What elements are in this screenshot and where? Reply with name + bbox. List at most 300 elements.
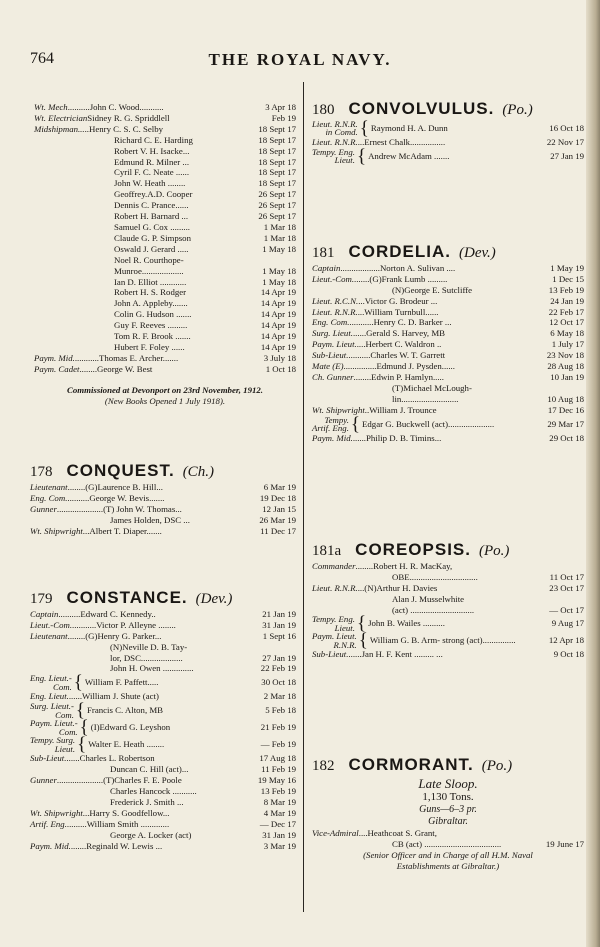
- officer-name: .......Reginald W. Lewis ...: [70, 840, 163, 851]
- ship-number: 179: [30, 591, 53, 607]
- officer-row: [312, 413, 584, 435]
- brace-mark: {: [358, 630, 368, 652]
- ship-conquest: [30, 461, 296, 536]
- officer-name: (N)George E. Sutcliffe: [392, 284, 473, 295]
- rank-label: Lieut.-Com.: [312, 273, 355, 284]
- officer-date: 23 Nov 18: [546, 350, 584, 361]
- rank-label-line: Lieut.: [334, 622, 355, 633]
- officer-date: — Dec 17: [259, 818, 296, 829]
- brace-mark: {: [350, 413, 361, 435]
- officer-row: [34, 309, 296, 320]
- rank-label-line: Paym. Lieut.: [312, 631, 357, 642]
- rank-label: Captain: [30, 608, 59, 619]
- ship-number: 181: [312, 245, 335, 261]
- officer-name: .........William Smith .............: [66, 818, 170, 829]
- officer-name: ......Gerald S. Harvey, MB: [352, 328, 446, 339]
- ship-name: CORDELIA.: [348, 242, 451, 261]
- officer-row: [312, 372, 584, 383]
- officer-row: [312, 613, 584, 635]
- officer-row: [34, 277, 296, 288]
- officer-row: [30, 482, 296, 493]
- officer-name: Edmund R. Milner ...: [114, 156, 190, 167]
- rank-label-line: Tempy. Eng.: [312, 146, 355, 157]
- rank-label: Lieut. R.N.R.: [312, 306, 358, 317]
- officer-date: 1 May 18: [262, 276, 296, 287]
- officer-row: [34, 200, 296, 211]
- ship-guns: Guns—6–3 pr.: [419, 803, 477, 815]
- officer-row: [312, 328, 584, 339]
- officer-date: 14 Apr 19: [260, 320, 296, 331]
- rank-label: Lieut.-Com.: [30, 619, 73, 630]
- officer-name: ........Edwin P. Hamlyn.....: [353, 371, 444, 382]
- officer-date: 10 Aug 18: [547, 393, 584, 404]
- officer-date: 22 Nov 17: [546, 136, 584, 147]
- officer-name: .....................(T)Charles F. E. Poole: [56, 775, 182, 786]
- rank-label-line: in Comd.: [325, 127, 358, 138]
- officer-row: [312, 383, 584, 394]
- ship-number: 180: [312, 102, 335, 118]
- officer-date: 14 Apr 19: [260, 287, 296, 298]
- officer-name: Frederick J. Smith ...: [110, 796, 184, 807]
- officer-row: [312, 828, 584, 839]
- rank-label-line: Tempy. Surg.: [30, 735, 76, 746]
- officer-date: 1 Mar 18: [263, 221, 296, 232]
- officer-date: 18 Sept 17: [258, 178, 296, 189]
- officer-row: [312, 296, 584, 307]
- officer-name: ...Harry S. Goodfellow...: [82, 807, 170, 818]
- officer-date: 26 Sept 17: [258, 211, 296, 222]
- officer-date: 19 Dec 18: [259, 492, 296, 503]
- officer-date: 13 Feb 19: [548, 284, 584, 295]
- officer-name: ...Ernest Chalk................: [357, 136, 446, 147]
- officer-name: Tom R. F. Brook .......: [114, 331, 191, 342]
- officer-row: [34, 211, 296, 222]
- rank-label: Eng. Com.: [312, 317, 350, 328]
- officer-row: [34, 364, 296, 375]
- officer-name: Alan J. Musselwhite: [392, 593, 465, 604]
- officer-date: 18 Sept 17: [258, 156, 296, 167]
- officer-date: 1 Mar 18: [263, 232, 296, 243]
- officer-list: [312, 117, 584, 167]
- officer-date: 14 Apr 19: [260, 298, 296, 309]
- ship-name: CONVOLVULUS.: [348, 99, 495, 118]
- officer-name: lin..........................: [392, 393, 459, 404]
- rank-label: [30, 736, 75, 753]
- rank-label: [312, 148, 355, 165]
- officer-row: [30, 717, 296, 739]
- officer-row: [34, 244, 296, 255]
- officer-row: [312, 145, 584, 167]
- officer-date: 19 June 17: [545, 838, 584, 849]
- rank-label: [312, 615, 355, 632]
- rank-label: [312, 416, 349, 433]
- officer-row: [30, 515, 296, 526]
- officer-name: John H. Owen ..............: [110, 663, 194, 674]
- rank-label-line: Com.: [55, 709, 74, 720]
- officer-name: James Holden, DSC ...: [110, 514, 190, 525]
- officer-row: [312, 350, 584, 361]
- officer-row: [30, 797, 296, 808]
- rank-label: Mate (E): [312, 361, 344, 372]
- rank-label-line: Surg. Lieut.-: [30, 701, 74, 712]
- rank-label: Paym. Mid.: [30, 840, 71, 851]
- officer-date: 31 Jan 19: [262, 619, 296, 630]
- officer-list: [30, 609, 296, 852]
- officer-row: [34, 342, 296, 353]
- rank-label: Eng. Lieut.: [30, 691, 69, 702]
- officer-name: (N)Neville D. B. Tay-: [110, 641, 188, 652]
- rank-label: [30, 719, 78, 736]
- officer-date: 5 Feb 18: [265, 705, 296, 716]
- officer-row: [34, 157, 296, 168]
- ship-number: 178: [30, 464, 53, 480]
- officer-row: [312, 394, 584, 405]
- ship-heading: [30, 461, 296, 480]
- rank-label: Paym. Mid.: [312, 432, 353, 443]
- officer-row: [312, 263, 584, 274]
- officer-date: 17 Aug 18: [259, 753, 296, 764]
- officer-date: 27 Jan 19: [550, 150, 584, 161]
- officer-name: Ian D. Elliot ............: [114, 276, 187, 287]
- rank-label: Wt. Electrician: [34, 112, 88, 123]
- officer-date: 21 Jan 19: [262, 608, 296, 619]
- officer-date: 1 Oct 18: [265, 363, 296, 374]
- ship-constance: [30, 588, 296, 851]
- page-title: THE ROYAL NAVY.: [208, 50, 392, 69]
- ship-port: (Dev.): [459, 245, 496, 261]
- officer-date: — Feb 19: [260, 739, 296, 750]
- officer-name: Oswald J. Gerard .....: [114, 243, 189, 254]
- officer-name: Munroe...................: [114, 265, 184, 276]
- officer-name: ...........Henry C. D. Barker ...: [349, 317, 452, 328]
- rank-label: Wt. Shipwright: [30, 807, 83, 818]
- ship-heading: [312, 540, 584, 559]
- officer-name: ....Heathcoat S. Grant,: [358, 827, 437, 838]
- officer-name: ..Henry C. S. C. Selby: [84, 123, 164, 134]
- officer-date: 28 Aug 18: [547, 361, 584, 372]
- page-binding-edge: [586, 0, 600, 947]
- officer-name: ........(G)Laurence B. Hill...: [67, 481, 163, 492]
- officer-row: [34, 287, 296, 298]
- rank-label: Wt. Mech: [34, 102, 68, 112]
- rank-label-line: Eng. Lieut.-: [30, 673, 72, 684]
- officer-name: ...William Turnbull......: [357, 306, 439, 317]
- ship-number: 182: [312, 758, 335, 774]
- brace-mark: {: [356, 145, 367, 167]
- officer-row: [34, 189, 296, 200]
- rank-label: [312, 632, 357, 649]
- officer-date: 3 July 18: [263, 352, 296, 363]
- officer-row: [312, 561, 584, 572]
- rank-label-line: Lieut.: [54, 743, 76, 754]
- officer-name: ......Philip D. B. Timins...: [352, 432, 442, 443]
- officer-name: ..William J. Trounce: [364, 404, 437, 415]
- ship-heading: [312, 99, 584, 118]
- officer-row: [30, 642, 296, 653]
- officer-row: [312, 433, 584, 444]
- officer-row: [34, 320, 296, 331]
- ship-heading: [312, 242, 584, 261]
- rank-label-line: Lieut. R.N.R.: [312, 118, 358, 129]
- rank-label: Ch. Gunner: [312, 371, 354, 382]
- ship-cormorant: [312, 755, 584, 872]
- officer-date: 1 May 19: [550, 262, 584, 273]
- ship-port: (Po.): [502, 102, 533, 118]
- ship-port: (Po.): [481, 758, 513, 774]
- officer-row: [30, 753, 296, 764]
- officer-row: [34, 233, 296, 244]
- officer-date: 12 Apr 18: [548, 635, 584, 646]
- officer-name: ..........Charles W. T. Garrett: [348, 350, 446, 361]
- officer-row: [30, 631, 296, 642]
- officer-name: William G. B. Arm- strong (act)...............: [369, 635, 516, 646]
- officer-row: [30, 653, 296, 664]
- officer-row: [34, 298, 296, 309]
- officer-name: Duncan C. Hill (act)...: [110, 764, 189, 775]
- ship-port: (Ch.): [182, 464, 214, 480]
- officer-date: 9 Oct 18: [553, 649, 584, 660]
- column-divider: [303, 82, 304, 912]
- officer-row: [34, 146, 296, 157]
- ship-port: (Dev.): [195, 591, 233, 607]
- officer-row: [34, 135, 296, 146]
- officer-name: Raymond H. A. Dunn: [370, 122, 448, 133]
- officer-name: .......(G)Frank Lumb .........: [354, 273, 448, 284]
- officer-date: 23 Oct 17: [549, 582, 584, 593]
- officer-name: John B. Wailes ..........: [368, 618, 445, 629]
- officer-name: ..........George W. Bevis.......: [67, 492, 165, 503]
- rank-label: Wt. Shipwright: [30, 525, 83, 536]
- rank-label: Lieut. R.N.R.: [312, 582, 358, 593]
- ship-heading: [30, 588, 296, 607]
- brace-mark: {: [75, 700, 86, 722]
- officer-date: 19 May 16: [257, 775, 296, 786]
- officer-name: Charles Hancock ...........: [110, 785, 197, 796]
- brace-mark: {: [79, 717, 89, 739]
- officer-date: 1 May 18: [262, 243, 296, 254]
- commission-note: [34, 385, 296, 407]
- rank-label-line: Com.: [52, 681, 72, 692]
- ship-coreopsis: [312, 540, 584, 660]
- officer-row: [34, 222, 296, 233]
- officer-name: George A. Locker (act): [110, 829, 192, 840]
- officer-row: [34, 113, 296, 124]
- officer-date: 14 Apr 19: [260, 331, 296, 342]
- officer-row: [30, 504, 296, 515]
- officer-date: 18 Sept 17: [258, 123, 296, 134]
- officer-row: [312, 307, 584, 318]
- officer-row: [312, 117, 584, 139]
- officer-list: [30, 482, 296, 537]
- officer-name: ........George W. Best: [79, 363, 153, 374]
- rank-label-line: Com.: [58, 726, 78, 737]
- rank-label-line: Paym. Lieut.-: [30, 718, 78, 729]
- officer-name: Cyril F. C. Neate ......: [114, 167, 190, 178]
- officer-name: Robert H. Barnard ...: [114, 211, 189, 222]
- officer-name: ...........Victor P. Alleyne ........: [72, 619, 176, 630]
- rank-label: Paym. Mid.: [34, 352, 75, 363]
- officer-name: lor, DSC...................: [110, 652, 183, 663]
- rank-label: Sub-Lieut.: [30, 753, 67, 764]
- officer-name: Robert H. S. Rodger: [114, 287, 187, 298]
- brace-mark: {: [359, 117, 369, 139]
- officer-row: [30, 819, 296, 830]
- officer-name: ......William J. Shute (act): [68, 691, 159, 702]
- officer-date: 10 Jan 19: [550, 371, 584, 382]
- officer-date: Feb 19: [271, 112, 296, 123]
- ship-cordelia: [312, 242, 584, 444]
- officer-date: 14 Apr 19: [260, 341, 296, 352]
- officer-row: [34, 266, 296, 277]
- officer-row: [312, 594, 584, 605]
- rank-label: Sub-Lieut.: [312, 649, 349, 660]
- ship-name: CONQUEST.: [66, 461, 175, 480]
- officer-date: 27 Jan 19: [262, 652, 296, 663]
- officer-name: William F. Paffett.....: [84, 677, 159, 688]
- ship-convolvulus: [312, 99, 584, 167]
- rank-label: Lieut. R.N.R.: [312, 136, 358, 147]
- commissioned-note: Commissioned at Devonport on 23rd November, 1912.: [67, 385, 263, 395]
- officer-name: Francis C. Alton, MB: [87, 705, 164, 716]
- rank-label: Eng. Com.: [30, 492, 68, 503]
- officer-row: [312, 630, 584, 652]
- rank-label-line: Tempy.: [324, 414, 349, 425]
- officer-date: 17 Dec 16: [547, 404, 584, 415]
- officer-row: [30, 620, 296, 631]
- officer-name: John W. Heath ........: [114, 178, 186, 189]
- officer-date: 1 Sept 16: [262, 630, 296, 641]
- officer-name: Samuel G. Cox .........: [114, 221, 190, 232]
- officer-name: ...Victor G. Brodeur ...: [358, 295, 438, 306]
- officer-name: Guy F. Reeves .........: [114, 320, 188, 331]
- officer-date: 8 Mar 19: [263, 796, 296, 807]
- officer-name: .....................(T) John W. Thomas...: [56, 503, 182, 514]
- officer-row: [30, 830, 296, 841]
- rank-label-line: Tempy. Eng.: [312, 614, 355, 625]
- ship-description: Late Sloop.: [418, 775, 478, 791]
- officer-row: [34, 353, 296, 364]
- rank-label: Sub-Lieut.: [312, 350, 349, 361]
- officer-date: — Oct 17: [549, 604, 584, 615]
- officer-row: [30, 775, 296, 786]
- officer-date: 11 Dec 17: [260, 525, 296, 536]
- officer-name: Sidney R. G. Spriddlell: [87, 112, 170, 123]
- officer-row: [30, 700, 296, 722]
- ship-tonnage: 1,130 Tons.: [422, 790, 474, 803]
- officer-date: 18 Sept 17: [258, 145, 296, 156]
- officer-name: (act) .............................: [392, 604, 475, 615]
- officer-name: Robert V. H. Isacke...: [114, 145, 190, 156]
- officer-list: [312, 263, 584, 444]
- officer-row: [30, 493, 296, 504]
- rank-label: Vice-Admiral: [312, 827, 359, 838]
- officer-row: [34, 102, 296, 113]
- officer-row: [312, 274, 584, 285]
- rank-label: [30, 702, 74, 719]
- officer-date: 4 Mar 19: [263, 807, 296, 818]
- officer-name: Noel R. Courthope-: [114, 254, 184, 265]
- officer-row: [312, 285, 584, 296]
- officer-row: [30, 786, 296, 797]
- officer-name: OBE...............................: [392, 571, 478, 582]
- rank-label: Captain: [312, 262, 341, 273]
- officer-name: ...........Thomas E. Archer.......: [74, 352, 179, 363]
- officer-date: 21 Feb 19: [260, 722, 296, 733]
- ship-name: CORMORANT.: [348, 755, 474, 774]
- officer-row: [30, 808, 296, 819]
- page-number: 764: [30, 50, 54, 67]
- officer-name: Walter E. Heath ........: [88, 739, 165, 750]
- officer-name: Colin G. Hudson .......: [114, 309, 192, 320]
- officer-date: 24 Jan 19: [550, 295, 584, 306]
- officer-date: 2 Mar 18: [263, 691, 296, 702]
- officer-name: Claude G. P. Simpson: [114, 232, 191, 243]
- officer-name: CB (act) ...................................: [392, 838, 502, 849]
- officer-name: ...(N)Arthur H. Davies: [357, 582, 438, 593]
- ship-name: COREOPSIS.: [355, 540, 471, 559]
- rank-label: Gunner: [30, 503, 57, 514]
- rank-label: Lieutenant: [30, 481, 68, 492]
- officer-row: [30, 764, 296, 775]
- officer-row: [312, 361, 584, 372]
- ship-name: CONSTANCE.: [66, 588, 188, 607]
- brace-mark: {: [356, 613, 367, 635]
- rank-label: Paym. Cadet: [34, 363, 80, 374]
- officer-name: ......Charles L. Robertson: [66, 753, 155, 764]
- officer-row: [34, 124, 296, 135]
- officer-name: ..........Edward C. Kennedy..: [58, 608, 156, 619]
- brace-mark: {: [73, 672, 83, 694]
- ship-number: 181a: [312, 543, 342, 559]
- officer-name: ........Robert H. R. MacKay,: [355, 560, 453, 571]
- officer-name: ......Jan H. F. Kent ......... ...: [348, 649, 443, 660]
- officer-name: Hubert F. Foley ......: [114, 341, 185, 352]
- new-books-note: (New Books Opened 1 July 1918).: [104, 395, 226, 406]
- officer-date: 3 Mar 19: [263, 840, 296, 851]
- officer-date: 9 Aug 17: [551, 618, 584, 629]
- rank-label: Gunner: [30, 775, 57, 786]
- officer-name: Dennis C. Prance......: [114, 200, 189, 211]
- officer-date: 22 Feb 19: [260, 663, 296, 674]
- officer-date: 31 Jan 19: [262, 829, 296, 840]
- officer-date: 6 Mar 19: [263, 481, 296, 492]
- officer-row: [34, 255, 296, 266]
- rank-label: [30, 674, 72, 691]
- officer-name: (T)Michael McLough-: [392, 382, 472, 393]
- officer-name: Geoffrey.A.D. Cooper: [114, 189, 193, 200]
- officer-row: [312, 339, 584, 350]
- rank-label: Artif. Eng.: [30, 818, 67, 829]
- rank-label: Wt. Shipwright: [312, 404, 365, 415]
- officer-date: 26 Sept 17: [258, 189, 296, 200]
- rank-label: Midshipman...: [34, 123, 85, 134]
- rank-label: Commander: [312, 560, 356, 571]
- officer-date: 26 Mar 19: [259, 514, 296, 525]
- rank-label: Lieut. R.C.N.: [312, 295, 359, 306]
- rank-label-line: R.N.R.: [333, 639, 357, 650]
- officer-date: 30 Oct 18: [261, 677, 296, 688]
- officer-row: [312, 572, 584, 583]
- officer-row: [312, 317, 584, 328]
- officer-date: 11 Feb 19: [261, 764, 296, 775]
- rank-label: Surg. Lieut.: [312, 328, 353, 339]
- officer-name: ..................Norton A. Sulivan ....: [340, 262, 456, 273]
- ship-heading: [312, 755, 584, 774]
- officer-name: ...Albert T. Diaper.......: [82, 525, 162, 536]
- officer-name: ........(G)Henry G. Parker...: [67, 630, 162, 641]
- officer-date: 1 July 17: [551, 339, 584, 350]
- officer-date: 18 Sept 17: [258, 167, 296, 178]
